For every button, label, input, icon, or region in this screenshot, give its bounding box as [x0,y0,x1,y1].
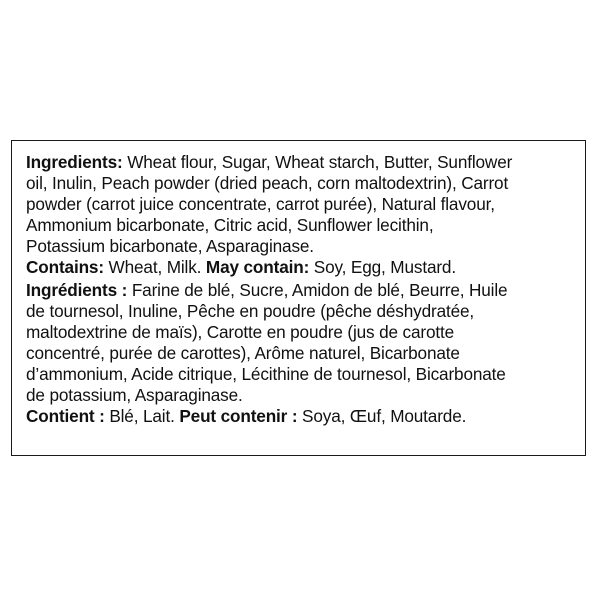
english-contains-heading: Contains: [26,256,104,277]
french-may-contain-heading: Peut contenir : [179,405,298,426]
french-allergen-line [26,406,585,427]
french-ingredients-paragraph [26,280,585,426]
english-ingredients-line: oil, Inulin, Peach powder (dried peach, corn maltodextrin), Carrot [26,172,509,193]
french-ingredients-line: maltodextrine de maïs), Carotte en poudre (jus de carotte [26,322,455,343]
english-ingredients-line [26,152,585,173]
english-ingredients-text: Wheat flour, Sugar, Wheat starch, Butter, Sunflower [122,152,513,172]
french-contains-heading: Contient : [26,405,105,426]
english-ingredients-paragraph [26,152,585,277]
french-contains-text: Blé, Lait. [104,405,180,426]
french-ingredients-line: d’ammonium, Acide citrique, Lécithine de tournesol, Bicarbonate [26,364,506,385]
french-ingredients-line: de tournesol, Inuline, Pêche en poudre (pêche déshydratée, [26,301,475,322]
english-ingredients-line: Ammonium bicarbonate, Citric acid, Sunflower lecithin, [26,214,434,235]
english-contains-text: Wheat, Milk. [103,256,206,277]
ingredients-label-panel [11,140,586,456]
english-may-contain-text: Soy, Egg, Mustard. [309,256,456,277]
french-may-contain-text: Soya, Œuf, Moutarde. [297,405,467,426]
english-allergen-line [26,257,585,278]
english-may-contain-heading: May contain: [205,256,310,277]
french-ingredients-line: concentré, purée de carottes), Arôme naturel, Bicarbonate [26,343,460,364]
english-ingredients-heading: Ingredients: [26,152,123,172]
french-ingredients-heading: Ingrédients : [26,280,128,301]
french-ingredients-line: de potassium, Asparaginase. [26,384,243,405]
english-ingredients-line: Potassium bicarbonate, Asparaginase. [26,235,314,256]
french-ingredients-text: Farine de blé, Sucre, Amidon de blé, Beurre, Huile [127,280,508,301]
english-ingredients-line: powder (carrot juice concentrate, carrot purée), Natural flavour, [26,193,495,214]
french-ingredients-line [26,280,585,301]
